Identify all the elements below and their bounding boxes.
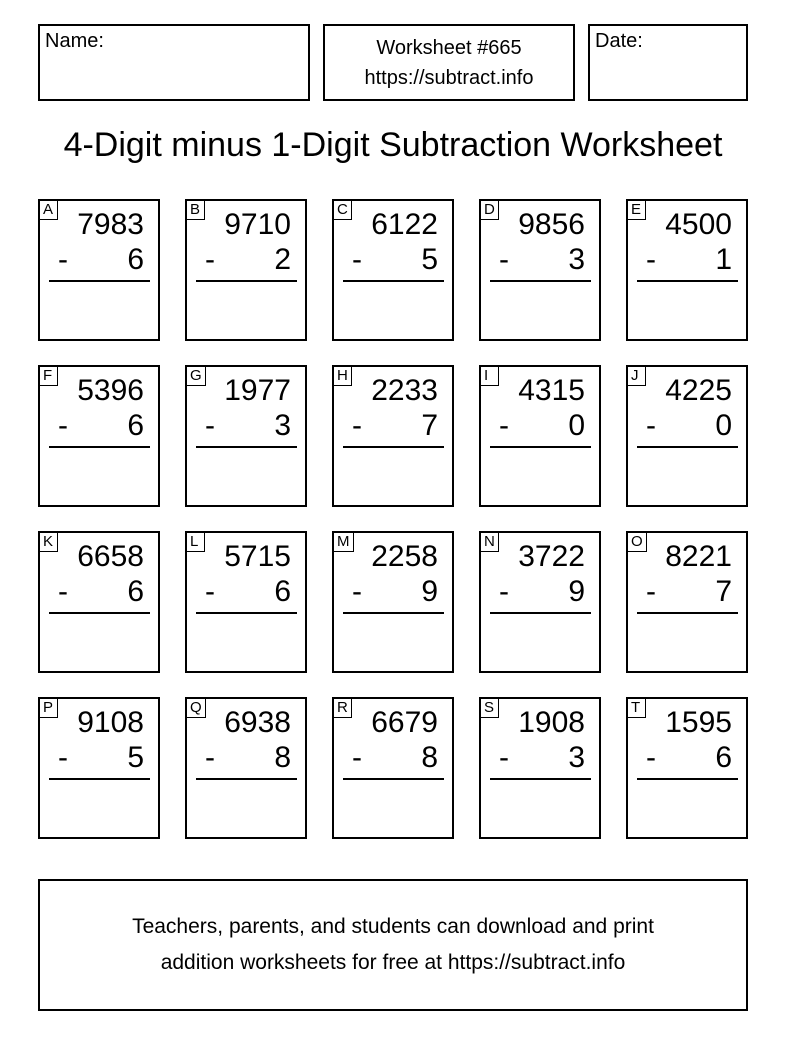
minuend: 5715 (224, 540, 291, 573)
answer-line (343, 280, 444, 282)
answer-line (490, 778, 591, 780)
minuend: 1595 (665, 706, 732, 739)
minus-sign: - (352, 243, 362, 276)
problem-cell[interactable] (185, 531, 307, 673)
minuend: 3722 (518, 540, 585, 573)
subtrahend: 6 (127, 575, 144, 608)
minus-sign: - (352, 575, 362, 608)
minus-sign: - (646, 409, 656, 442)
problem-cell[interactable] (38, 199, 160, 341)
minuend: 4225 (665, 374, 732, 407)
problem-letter: Q (187, 699, 206, 718)
problem-cell[interactable] (479, 365, 601, 507)
answer-line (343, 778, 444, 780)
minuend: 2233 (371, 374, 438, 407)
answer-line (490, 280, 591, 282)
problem-letter: T (628, 699, 646, 718)
problem-letter: S (481, 699, 499, 718)
problem-cell[interactable] (479, 531, 601, 673)
answer-line (343, 446, 444, 448)
answer-line (637, 446, 738, 448)
page-title: 4-Digit minus 1-Digit Subtraction Worksheet (63, 126, 723, 164)
answer-line (196, 446, 297, 448)
problem-cell[interactable] (332, 531, 454, 673)
minuend: 6658 (77, 540, 144, 573)
answer-line (196, 778, 297, 780)
minus-sign: - (58, 243, 68, 276)
problem-grid (38, 199, 748, 839)
subtrahend: 3 (568, 243, 585, 276)
minuend: 6938 (224, 706, 291, 739)
minus-sign: - (499, 741, 509, 774)
subtrahend: 8 (274, 741, 291, 774)
subtrahend: 6 (274, 575, 291, 608)
subtrahend: 7 (421, 409, 438, 442)
answer-line (637, 612, 738, 614)
answer-line (490, 612, 591, 614)
answer-line (49, 280, 150, 282)
footer-box (38, 879, 748, 1011)
footer-line-2: addition worksheets for free at https://subtract.info (160, 951, 626, 974)
answer-line (343, 612, 444, 614)
problem-cell[interactable] (38, 365, 160, 507)
problem-letter: H (334, 367, 352, 386)
problem-letter: P (40, 699, 58, 718)
answer-line (637, 280, 738, 282)
subtrahend: 5 (421, 243, 438, 276)
worksheet-info-box (323, 24, 575, 101)
problem-cell[interactable] (185, 365, 307, 507)
minuend: 1977 (224, 374, 291, 407)
subtrahend: 5 (127, 741, 144, 774)
minuend: 7983 (77, 208, 144, 241)
subtrahend: 3 (274, 409, 291, 442)
minus-sign: - (499, 409, 509, 442)
minus-sign: - (646, 243, 656, 276)
name-label: Name: (45, 30, 104, 52)
problem-letter: C (334, 201, 352, 220)
minuend: 5396 (77, 374, 144, 407)
minus-sign: - (205, 575, 215, 608)
minus-sign: - (499, 575, 509, 608)
subtrahend: 7 (715, 575, 732, 608)
problem-cell[interactable] (332, 697, 454, 839)
answer-line (637, 778, 738, 780)
problem-letter: M (334, 533, 354, 552)
minus-sign: - (58, 409, 68, 442)
minuend: 9856 (518, 208, 585, 241)
subtrahend: 6 (715, 741, 732, 774)
subtrahend: 3 (568, 741, 585, 774)
worksheet-number: Worksheet #665 (376, 37, 522, 59)
subtrahend: 0 (715, 409, 732, 442)
minus-sign: - (205, 409, 215, 442)
answer-line (49, 612, 150, 614)
date-label: Date: (595, 30, 643, 52)
name-box[interactable] (38, 24, 310, 101)
problem-cell[interactable] (479, 199, 601, 341)
problem-letter: R (334, 699, 352, 718)
answer-line (196, 612, 297, 614)
answer-line (490, 446, 591, 448)
problem-letter: J (628, 367, 646, 386)
problem-cell[interactable] (626, 697, 748, 839)
date-box[interactable] (588, 24, 748, 101)
problem-letter: N (481, 533, 499, 552)
problem-cell[interactable] (185, 697, 307, 839)
problem-letter: E (628, 201, 646, 220)
footer-line-1: Teachers, parents, and students can download and print (132, 915, 654, 938)
answer-line (49, 446, 150, 448)
minus-sign: - (205, 243, 215, 276)
problem-letter: L (187, 533, 205, 552)
minuend: 4315 (518, 374, 585, 407)
subtrahend: 8 (421, 741, 438, 774)
problem-cell[interactable] (479, 697, 601, 839)
subtrahend: 9 (421, 575, 438, 608)
problem-cell[interactable] (626, 365, 748, 507)
problem-letter: G (187, 367, 206, 386)
subtrahend: 0 (568, 409, 585, 442)
subtrahend: 6 (127, 243, 144, 276)
problem-letter: K (40, 533, 58, 552)
minuend: 9710 (224, 208, 291, 241)
problem-cell[interactable] (185, 199, 307, 341)
minuend: 4500 (665, 208, 732, 241)
worksheet-url: https://subtract.info (364, 67, 534, 89)
answer-line (49, 778, 150, 780)
problem-letter: O (628, 533, 647, 552)
problem-cell[interactable] (626, 531, 748, 673)
minuend: 8221 (665, 540, 732, 573)
problem-cell[interactable] (332, 365, 454, 507)
problem-letter: B (187, 201, 205, 220)
problem-cell[interactable] (38, 531, 160, 673)
problem-letter: F (40, 367, 58, 386)
minuend: 6679 (371, 706, 438, 739)
minus-sign: - (58, 741, 68, 774)
minus-sign: - (352, 741, 362, 774)
minuend: 9108 (77, 706, 144, 739)
problem-cell[interactable] (332, 199, 454, 341)
subtrahend: 1 (715, 243, 732, 276)
minuend: 6122 (371, 208, 438, 241)
minus-sign: - (646, 575, 656, 608)
minus-sign: - (352, 409, 362, 442)
problem-letter: A (40, 201, 58, 220)
answer-line (196, 280, 297, 282)
problem-letter: I (481, 367, 499, 386)
minus-sign: - (646, 741, 656, 774)
problem-letter: D (481, 201, 499, 220)
subtrahend: 2 (274, 243, 291, 276)
subtrahend: 6 (127, 409, 144, 442)
minuend: 2258 (371, 540, 438, 573)
minus-sign: - (499, 243, 509, 276)
minuend: 1908 (518, 706, 585, 739)
problem-cell[interactable] (626, 199, 748, 341)
minus-sign: - (58, 575, 68, 608)
problem-cell[interactable] (38, 697, 160, 839)
minus-sign: - (205, 741, 215, 774)
subtrahend: 9 (568, 575, 585, 608)
